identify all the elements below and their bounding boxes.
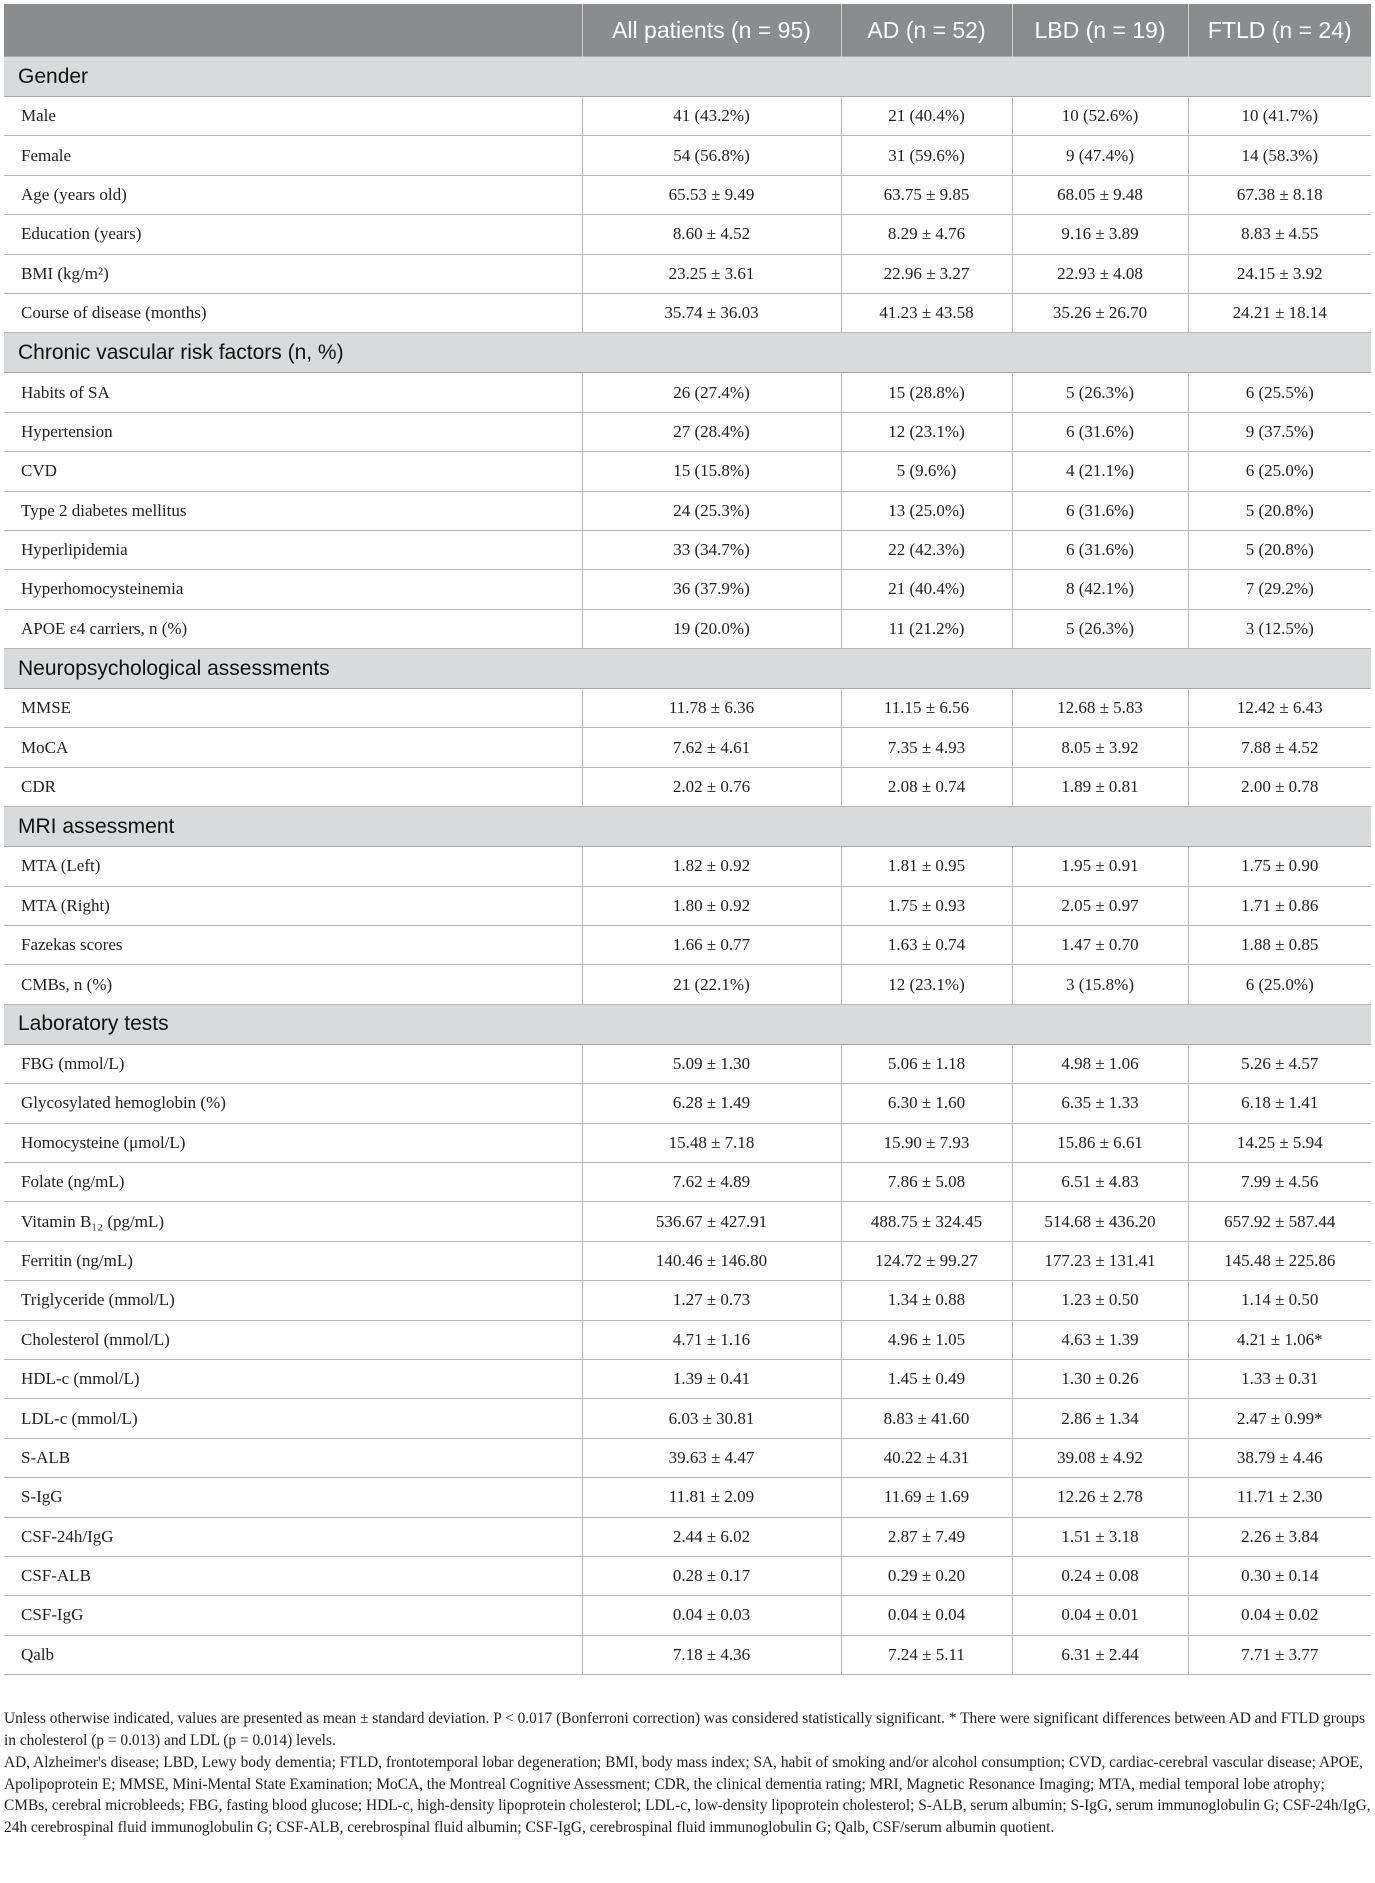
row-label: CVD (4, 452, 582, 491)
table-row (4, 847, 1371, 886)
table-cell: 68.05 ± 9.48 (1012, 175, 1188, 214)
row-label: LDL-c (mmol/L) (4, 1399, 582, 1438)
table-cell: 2.47 ± 0.99* (1188, 1399, 1371, 1438)
table-cell: 8.83 ± 41.60 (841, 1399, 1012, 1438)
row-label: APOE ε4 carriers, n (%) (4, 609, 582, 648)
row-label: FBG (mmol/L) (4, 1044, 582, 1083)
table-footnotes (4, 1708, 1371, 1838)
table-cell: 54 (56.8%) (582, 136, 841, 175)
row-label: Glycosylated hemoglobin (%) (4, 1084, 582, 1123)
table-cell: 1.63 ± 0.74 (841, 926, 1012, 965)
row-label: BMI (kg/m²) (4, 254, 582, 293)
table-cell: 2.05 ± 0.97 (1012, 886, 1188, 925)
table-cell: 7.86 ± 5.08 (841, 1162, 1012, 1201)
table-row (4, 491, 1371, 530)
table-cell: 3 (15.8%) (1012, 965, 1188, 1004)
table-cell: 12.68 ± 5.83 (1012, 689, 1188, 728)
table-cell: 41.23 ± 43.58 (841, 293, 1012, 332)
table-cell: 4.71 ± 1.16 (582, 1320, 841, 1359)
table-cell: 177.23 ± 131.41 (1012, 1241, 1188, 1280)
table-cell: 65.53 ± 9.49 (582, 175, 841, 214)
row-label: Hypertension (4, 412, 582, 451)
table-cell: 12.42 ± 6.43 (1188, 689, 1371, 728)
table-cell: 21 (40.4%) (841, 97, 1012, 136)
header-ftld: FTLD (n = 24) (1188, 4, 1371, 57)
table-cell: 8 (42.1%) (1012, 570, 1188, 609)
table-cell: 1.39 ± 0.41 (582, 1359, 841, 1398)
table-cell: 1.45 ± 0.49 (841, 1359, 1012, 1398)
table-cell: 6.31 ± 2.44 (1012, 1635, 1188, 1674)
table-cell: 36 (37.9%) (582, 570, 841, 609)
table-cell: 24 (25.3%) (582, 491, 841, 530)
header-all-patients: All patients (n = 95) (582, 4, 841, 57)
table-row (4, 1596, 1371, 1635)
table-container (4, 4, 1371, 1675)
table-cell: 6.28 ± 1.49 (582, 1084, 841, 1123)
table-cell: 23.25 ± 3.61 (582, 254, 841, 293)
table-cell: 145.48 ± 225.86 (1188, 1241, 1371, 1280)
table-cell: 67.38 ± 8.18 (1188, 175, 1371, 214)
table-cell: 1.71 ± 0.86 (1188, 886, 1371, 925)
table-cell: 24.21 ± 18.14 (1188, 293, 1371, 332)
row-label: CSF-24h/IgG (4, 1517, 582, 1556)
table-cell: 38.79 ± 4.46 (1188, 1438, 1371, 1477)
footnote-abbreviations: AD, Alzheimer's disease; LBD, Lewy body dementia; FTLD, frontotemporal lobar degeneration; BMI, body mass index; SA, habit of smoking and/or alcohol consumption; CVD, cardiac-cerebral vascular disease; APOE, Apolipoprotein E; MMSE, Mini-Mental State Examination; MoCA, the Montreal Cognitive Assessment; CDR, the clinical dementia rating; MRI, Magnetic Resonance Imaging; MTA, medial temporal lobe atrophy; CMBs, cerebral microbleeds; FBG, fasting blood glucose; HDL-c, high-density lipoprotein cholesterol; LDL-c, low-density lipoprotein cholesterol; S-ALB, serum albumin; S-IgG, serum immunoglobulin G; CSF-24h/IgG, 24h cerebrospinal fluid immunoglobulin G; CSF-ALB, cerebrospinal fluid albumin; CSF-IgG, cerebrospinal fluid immunoglobulin G; Qalb, CSF/serum albumin quotient. (4, 1754, 1371, 1836)
table-cell: 5 (26.3%) (1012, 373, 1188, 412)
table-row (4, 1556, 1371, 1595)
table-row (4, 254, 1371, 293)
table-cell: 0.28 ± 0.17 (582, 1556, 841, 1595)
table-cell: 21 (22.1%) (582, 965, 841, 1004)
table-cell: 9 (47.4%) (1012, 136, 1188, 175)
row-label: MoCA (4, 728, 582, 767)
table-cell: 11.69 ± 1.69 (841, 1478, 1012, 1517)
table-row (4, 97, 1371, 136)
table-cell: 0.04 ± 0.01 (1012, 1596, 1188, 1635)
table-row (4, 1635, 1371, 1674)
table-cell: 6.18 ± 1.41 (1188, 1084, 1371, 1123)
header-lbd: LBD (n = 19) (1012, 4, 1188, 57)
table-cell: 1.89 ± 0.81 (1012, 767, 1188, 806)
row-label: Hyperlipidemia (4, 530, 582, 569)
table-row (4, 1359, 1371, 1398)
demographics-table (4, 4, 1371, 1675)
table-cell: 24.15 ± 3.92 (1188, 254, 1371, 293)
table-cell: 1.30 ± 0.26 (1012, 1359, 1188, 1398)
table-cell: 14.25 ± 5.94 (1188, 1123, 1371, 1162)
table-row (4, 1281, 1371, 1320)
table-cell: 124.72 ± 99.27 (841, 1241, 1012, 1280)
table-cell: 6.03 ± 30.81 (582, 1399, 841, 1438)
table-row (4, 609, 1371, 648)
table-cell: 22.96 ± 3.27 (841, 254, 1012, 293)
table-cell: 2.44 ± 6.02 (582, 1517, 841, 1556)
table-cell: 5 (20.8%) (1188, 530, 1371, 569)
table-cell: 6.30 ± 1.60 (841, 1084, 1012, 1123)
table-cell: 40.22 ± 4.31 (841, 1438, 1012, 1477)
row-label: CMBs, n (%) (4, 965, 582, 1004)
table-cell: 8.60 ± 4.52 (582, 215, 841, 254)
table-row (4, 728, 1371, 767)
table-cell: 1.81 ± 0.95 (841, 847, 1012, 886)
table-body (4, 57, 1371, 1675)
table-cell: 9.16 ± 3.89 (1012, 215, 1188, 254)
row-label: Course of disease (months) (4, 293, 582, 332)
table-cell: 0.04 ± 0.03 (582, 1596, 841, 1635)
table-header-row (4, 4, 1371, 57)
row-label: Cholesterol (mmol/L) (4, 1320, 582, 1359)
section-title: Neuropsychological assessments (4, 649, 1371, 689)
table-cell: 63.75 ± 9.85 (841, 175, 1012, 214)
row-label: MTA (Left) (4, 847, 582, 886)
table-cell: 1.14 ± 0.50 (1188, 1281, 1371, 1320)
table-row (4, 1162, 1371, 1201)
table-row (4, 1438, 1371, 1477)
table-cell: 1.75 ± 0.90 (1188, 847, 1371, 886)
table-cell: 1.82 ± 0.92 (582, 847, 841, 886)
table-cell: 11.78 ± 6.36 (582, 689, 841, 728)
section-header-row (4, 333, 1371, 373)
table-cell: 15.90 ± 7.93 (841, 1123, 1012, 1162)
header-label-column (4, 4, 582, 57)
table-row (4, 1478, 1371, 1517)
table-cell: 5 (9.6%) (841, 452, 1012, 491)
table-cell: 33 (34.7%) (582, 530, 841, 569)
row-label: Education (years) (4, 215, 582, 254)
table-row (4, 1202, 1371, 1241)
table-cell: 11.71 ± 2.30 (1188, 1478, 1371, 1517)
table-cell: 9 (37.5%) (1188, 412, 1371, 451)
row-label: HDL-c (mmol/L) (4, 1359, 582, 1398)
table-row (4, 293, 1371, 332)
table-cell: 11.81 ± 2.09 (582, 1478, 841, 1517)
table-cell: 1.80 ± 0.92 (582, 886, 841, 925)
table-cell: 4.98 ± 1.06 (1012, 1044, 1188, 1083)
table-cell: 7.62 ± 4.89 (582, 1162, 841, 1201)
table-cell: 12 (23.1%) (841, 965, 1012, 1004)
table-cell: 1.34 ± 0.88 (841, 1281, 1012, 1320)
row-label: Female (4, 136, 582, 175)
table-cell: 4.21 ± 1.06* (1188, 1320, 1371, 1359)
table-cell: 10 (41.7%) (1188, 97, 1371, 136)
table-cell: 2.02 ± 0.76 (582, 767, 841, 806)
table-cell: 2.26 ± 3.84 (1188, 1517, 1371, 1556)
row-label: Male (4, 97, 582, 136)
table-cell: 7.62 ± 4.61 (582, 728, 841, 767)
table-cell: 6.51 ± 4.83 (1012, 1162, 1188, 1201)
table-cell: 12 (23.1%) (841, 412, 1012, 451)
table-row (4, 412, 1371, 451)
row-label: Triglyceride (mmol/L) (4, 1281, 582, 1320)
row-label: CDR (4, 767, 582, 806)
table-cell: 11 (21.2%) (841, 609, 1012, 648)
row-label: Qalb (4, 1635, 582, 1674)
table-row (4, 1399, 1371, 1438)
table-row (4, 1320, 1371, 1359)
table-row (4, 1517, 1371, 1556)
table-row (4, 570, 1371, 609)
table-cell: 7 (29.2%) (1188, 570, 1371, 609)
table-cell: 2.87 ± 7.49 (841, 1517, 1012, 1556)
table-row (4, 373, 1371, 412)
table-cell: 6.35 ± 1.33 (1012, 1084, 1188, 1123)
table-cell: 657.92 ± 587.44 (1188, 1202, 1371, 1241)
table-cell: 1.51 ± 3.18 (1012, 1517, 1188, 1556)
table-cell: 1.33 ± 0.31 (1188, 1359, 1371, 1398)
section-title: Chronic vascular risk factors (n, %) (4, 333, 1371, 373)
table-cell: 22 (42.3%) (841, 530, 1012, 569)
table-cell: 1.88 ± 0.85 (1188, 926, 1371, 965)
table-cell: 0.30 ± 0.14 (1188, 1556, 1371, 1595)
table-cell: 7.24 ± 5.11 (841, 1635, 1012, 1674)
row-label: CSF-ALB (4, 1556, 582, 1595)
table-cell: 7.71 ± 3.77 (1188, 1635, 1371, 1674)
table-cell: 7.35 ± 4.93 (841, 728, 1012, 767)
row-label: Folate (ng/mL) (4, 1162, 582, 1201)
table-cell: 14 (58.3%) (1188, 136, 1371, 175)
table-row (4, 175, 1371, 214)
table-cell: 2.86 ± 1.34 (1012, 1399, 1188, 1438)
section-header-row (4, 1004, 1371, 1044)
row-label: S-ALB (4, 1438, 582, 1477)
table-cell: 11.15 ± 6.56 (841, 689, 1012, 728)
section-header-row (4, 807, 1371, 847)
table-cell: 1.95 ± 0.91 (1012, 847, 1188, 886)
section-title: Laboratory tests (4, 1004, 1371, 1044)
section-header-row (4, 649, 1371, 689)
table-cell: 488.75 ± 324.45 (841, 1202, 1012, 1241)
row-label: S-IgG (4, 1478, 582, 1517)
table-cell: 39.63 ± 4.47 (582, 1438, 841, 1477)
table-row (4, 926, 1371, 965)
section-header-row (4, 57, 1371, 97)
section-title: MRI assessment (4, 807, 1371, 847)
table-row (4, 1084, 1371, 1123)
table-cell: 140.46 ± 146.80 (582, 1241, 841, 1280)
table-cell: 1.23 ± 0.50 (1012, 1281, 1188, 1320)
table-cell: 19 (20.0%) (582, 609, 841, 648)
table-cell: 12.26 ± 2.78 (1012, 1478, 1188, 1517)
table-cell: 0.29 ± 0.20 (841, 1556, 1012, 1595)
table-row (4, 1044, 1371, 1083)
table-row (4, 1241, 1371, 1280)
table-cell: 35.74 ± 36.03 (582, 293, 841, 332)
table-cell: 21 (40.4%) (841, 570, 1012, 609)
table-cell: 7.88 ± 4.52 (1188, 728, 1371, 767)
table-cell: 10 (52.6%) (1012, 97, 1188, 136)
table-cell: 0.04 ± 0.02 (1188, 1596, 1371, 1635)
header-ad: AD (n = 52) (841, 4, 1012, 57)
table-cell: 1.47 ± 0.70 (1012, 926, 1188, 965)
table-cell: 1.27 ± 0.73 (582, 1281, 841, 1320)
row-label: CSF-IgG (4, 1596, 582, 1635)
table-cell: 15.48 ± 7.18 (582, 1123, 841, 1162)
table-cell: 15 (15.8%) (582, 452, 841, 491)
table-row (4, 767, 1371, 806)
table-cell: 7.99 ± 4.56 (1188, 1162, 1371, 1201)
table-cell: 35.26 ± 26.70 (1012, 293, 1188, 332)
table-cell: 6 (25.5%) (1188, 373, 1371, 412)
table-cell: 8.29 ± 4.76 (841, 215, 1012, 254)
table-row (4, 965, 1371, 1004)
table-cell: 41 (43.2%) (582, 97, 841, 136)
table-cell: 0.04 ± 0.04 (841, 1596, 1012, 1635)
table-row (4, 689, 1371, 728)
row-label: Ferritin (ng/mL) (4, 1241, 582, 1280)
table-row (4, 886, 1371, 925)
table-cell: 22.93 ± 4.08 (1012, 254, 1188, 293)
table-cell: 6 (31.6%) (1012, 412, 1188, 451)
table-cell: 536.67 ± 427.91 (582, 1202, 841, 1241)
table-cell: 6 (31.6%) (1012, 491, 1188, 530)
table-row (4, 452, 1371, 491)
table-cell: 8.05 ± 3.92 (1012, 728, 1188, 767)
table-cell: 15 (28.8%) (841, 373, 1012, 412)
table-row (4, 1123, 1371, 1162)
table-cell: 15.86 ± 6.61 (1012, 1123, 1188, 1162)
table-cell: 5.06 ± 1.18 (841, 1044, 1012, 1083)
table-cell: 26 (27.4%) (582, 373, 841, 412)
table-cell: 0.24 ± 0.08 (1012, 1556, 1188, 1595)
table-cell: 5.09 ± 1.30 (582, 1044, 841, 1083)
table-row (4, 215, 1371, 254)
table-cell: 3 (12.5%) (1188, 609, 1371, 648)
row-label: Vitamin B₁₂ (pg/mL) (4, 1202, 582, 1241)
table-cell: 31 (59.6%) (841, 136, 1012, 175)
row-label: Age (years old) (4, 175, 582, 214)
table-cell: 6 (31.6%) (1012, 530, 1188, 569)
table-cell: 1.66 ± 0.77 (582, 926, 841, 965)
row-label: Type 2 diabetes mellitus (4, 491, 582, 530)
row-label: Hyperhomocysteinemia (4, 570, 582, 609)
table-row (4, 530, 1371, 569)
row-label: Homocysteine (μmol/L) (4, 1123, 582, 1162)
section-title: Gender (4, 57, 1371, 97)
table-cell: 5.26 ± 4.57 (1188, 1044, 1371, 1083)
table-cell: 39.08 ± 4.92 (1012, 1438, 1188, 1477)
table-cell: 7.18 ± 4.36 (582, 1635, 841, 1674)
table-cell: 514.68 ± 436.20 (1012, 1202, 1188, 1241)
table-cell: 27 (28.4%) (582, 412, 841, 451)
row-label: Habits of SA (4, 373, 582, 412)
table-cell: 5 (20.8%) (1188, 491, 1371, 530)
table-cell: 5 (26.3%) (1012, 609, 1188, 648)
table-cell: 2.00 ± 0.78 (1188, 767, 1371, 806)
table-cell: 6 (25.0%) (1188, 965, 1371, 1004)
table-cell: 4 (21.1%) (1012, 452, 1188, 491)
row-label: MMSE (4, 689, 582, 728)
table-cell: 1.75 ± 0.93 (841, 886, 1012, 925)
row-label: MTA (Right) (4, 886, 582, 925)
table-cell: 13 (25.0%) (841, 491, 1012, 530)
table-cell: 4.96 ± 1.05 (841, 1320, 1012, 1359)
table-row (4, 136, 1371, 175)
table-cell: 6 (25.0%) (1188, 452, 1371, 491)
row-label: Fazekas scores (4, 926, 582, 965)
table-cell: 8.83 ± 4.55 (1188, 215, 1371, 254)
table-cell: 4.63 ± 1.39 (1012, 1320, 1188, 1359)
footnote-statistics: Unless otherwise indicated, values are presented as mean ± standard deviation. P < 0.017 (Bonferroni correction) was considered statistically significant. * There were significant differences between AD and FTLD groups in cholesterol (p = 0.013) and LDL (p = 0.014) levels. (4, 1710, 1365, 1749)
table-cell: 2.08 ± 0.74 (841, 767, 1012, 806)
